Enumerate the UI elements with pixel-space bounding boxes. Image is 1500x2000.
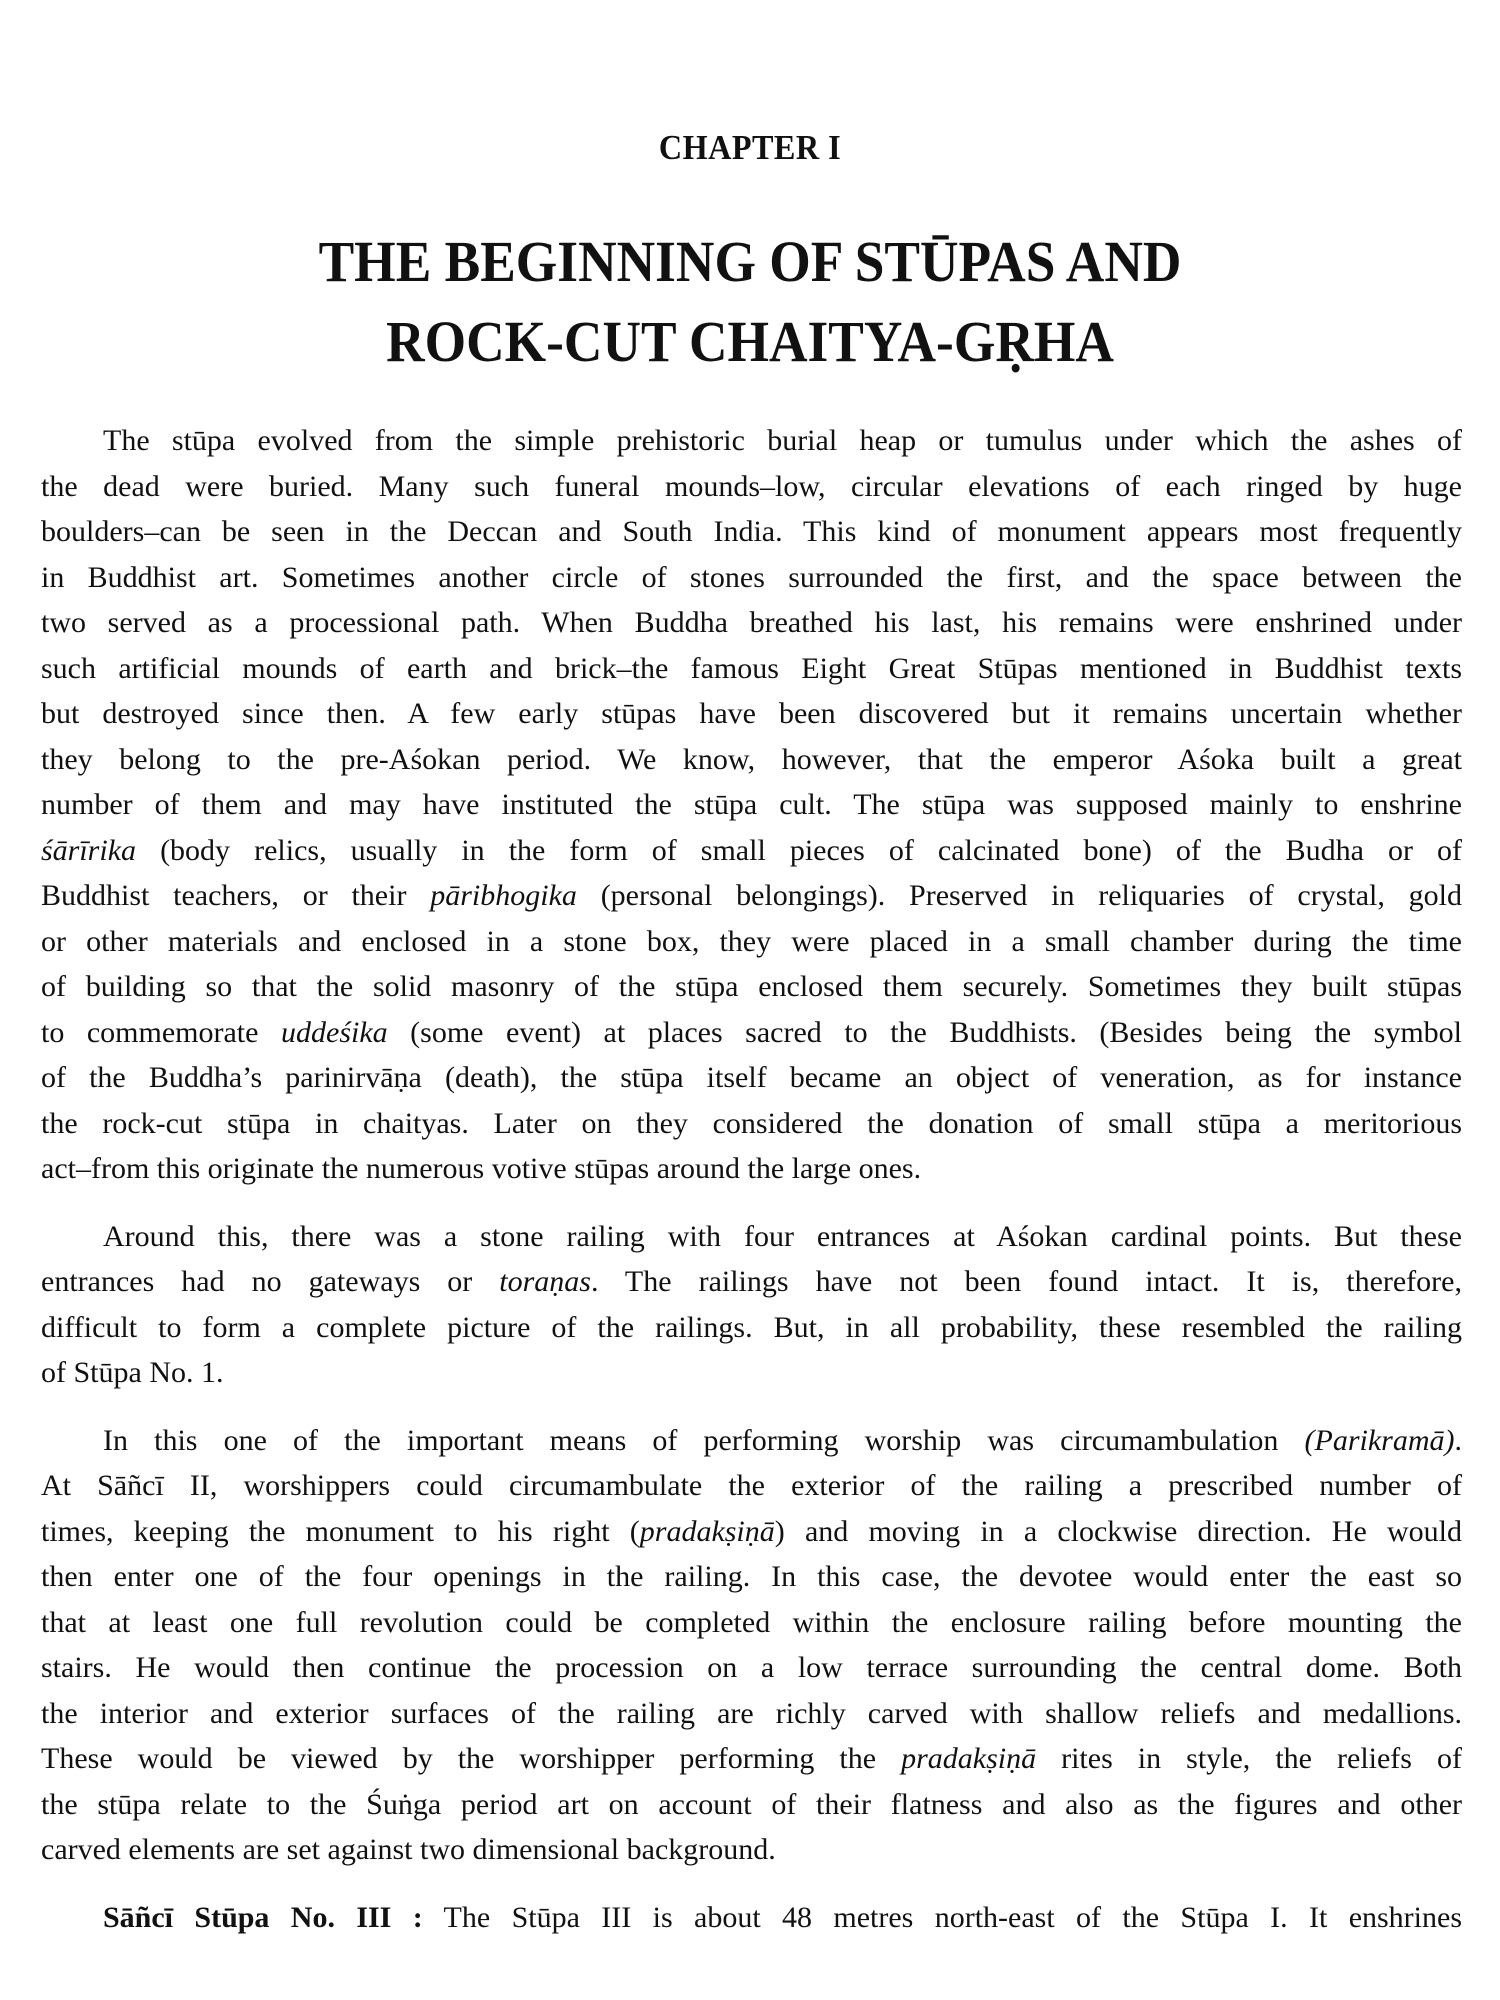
text-line: These would be viewed by the worshipper performing the pradakṣiṇā rites in style, the reliefs of [41, 1742, 1462, 1775]
italic-term: (Parikramā) [1304, 1423, 1455, 1457]
text-line: the dead were buried. Many such funeral mounds–low, circular elevations of each ringed by huge [41, 469, 1462, 503]
text-line: such artificial mounds of earth and brick–the famous Eight Great Stūpas mentioned in Buddhist texts [41, 651, 1462, 685]
paragraph-stone-railing [41, 1214, 1462, 1396]
body-text [41, 418, 1462, 1940]
italic-term: toraṇas [499, 1265, 591, 1298]
chapter-label: CHAPTER I [658, 128, 842, 167]
text-line: difficult to form a complete picture of the railings. But, in all probability, these resembled the railing [41, 1310, 1462, 1344]
chapter-title [60, 222, 1440, 382]
text-line: in Buddhist art. Sometimes another circle of stones surrounded the first, and the space between the [41, 560, 1462, 594]
text-line: that at least one full revolution could be completed within the enclosure railing before mounting the [41, 1605, 1462, 1639]
text-line: or other materials and enclosed in a stone box, they were placed in a small chamber during the time [41, 924, 1462, 958]
paragraph-stupa-origin [41, 418, 1462, 1192]
text-line: of building so that the solid masonry of the stūpa enclosed them securely. Sometimes they built stūpas [41, 970, 1462, 1003]
text-line: times, keeping the monument to his right (pradakṣiṇā) and moving in a clockwise direction. He would [41, 1514, 1462, 1548]
text-line: act–from this originate the numerous votive stūpas around the large ones. [41, 1152, 922, 1185]
text-line: entrances had no gateways or toraṇas. The railings have not been found intact. It is, therefore, [41, 1265, 1462, 1298]
text-line: In this one of the important means of performing worship was circumambulation (Parikramā). [103, 1423, 1462, 1457]
text-line: boulders–can be seen in the Deccan and South India. This kind of monument appears most frequently [41, 515, 1462, 548]
text-line: to commemorate uddeśika (some event) at places sacred to the Buddhists. (Besides being the symbol [41, 1015, 1462, 1049]
text-line: they belong to the pre-Aśokan period. We know, however, that the emperor Aśoka built a great [41, 742, 1462, 776]
text-line: of the Buddha’s parinirvāṇa (death), the stūpa itself became an object of veneration, as for instance [41, 1061, 1462, 1094]
text-line: Around this, there was a stone railing with four entrances at Aśokan cardinal points. But these [103, 1219, 1462, 1253]
italic-term: śārīrika [41, 833, 137, 867]
text-line: the stūpa relate to the Śuṅga period art on account of their flatness and also as the figures and other [41, 1787, 1462, 1821]
text-line: then enter one of the four openings in the railing. In this case, the devotee would enter the east so [41, 1560, 1462, 1593]
italic-term: uddeśika [281, 1015, 388, 1049]
italic-term: pradakṣiṇā [901, 1742, 1037, 1775]
text-line: of Stūpa No. 1. [41, 1356, 224, 1389]
text-line: Buddhist teachers, or their pāribhogika (personal belongings). Preserved in reliquaries of crystal, gold [41, 879, 1462, 912]
text-line: At Sāñcī II, worshippers could circumambulate the exterior of the railing a prescribed number of [41, 1469, 1462, 1502]
chapter-title-line-2: ROCK-CUT CHAITYA-GṚHA [386, 309, 1114, 374]
text-line: number of them and may have instituted the stūpa cult. The stūpa was supposed mainly to enshrine [41, 788, 1462, 821]
text-line: but destroyed since then. A few early stūpas have been discovered but it remains uncertain whether [41, 697, 1462, 730]
text-line: śārīrika (body relics, usually in the form of small pieces of calcinated bone) of the Budha or of [41, 833, 1462, 867]
italic-term: pāribhogika [430, 879, 577, 912]
text-line: The stūpa evolved from the simple prehistoric burial heap or tumulus under which the ashes of [103, 424, 1462, 457]
paragraph-sanchi-stupa-iii [41, 1895, 1462, 1941]
text-line: the interior and exterior surfaces of the railing are richly carved with shallow reliefs and medallions. [41, 1696, 1462, 1730]
paragraph-circumambulation [41, 1418, 1462, 1873]
section-heading: Sāñcī Stūpa No. III : [103, 1900, 423, 1934]
text-line: two served as a processional path. When Buddha breathed his last, his remains were enshrined under [41, 606, 1462, 639]
chapter-title-line-1: THE BEGINNING OF STŪPAS AND [318, 229, 1182, 294]
text-line: the rock-cut stūpa in chaityas. Later on they considered the donation of small stūpa a meritorious [41, 1106, 1462, 1140]
italic-term: pradakṣiṇā [639, 1514, 775, 1548]
text-line: stairs. He would then continue the procession on a low terrace surrounding the central dome. Both [41, 1651, 1462, 1684]
text-line: Sāñcī Stūpa No. III : The Stūpa III is about 48 metres north-east of the Stūpa I. It enshrines [103, 1900, 1462, 1934]
text-line: carved elements are set against two dimensional background. [41, 1833, 776, 1866]
